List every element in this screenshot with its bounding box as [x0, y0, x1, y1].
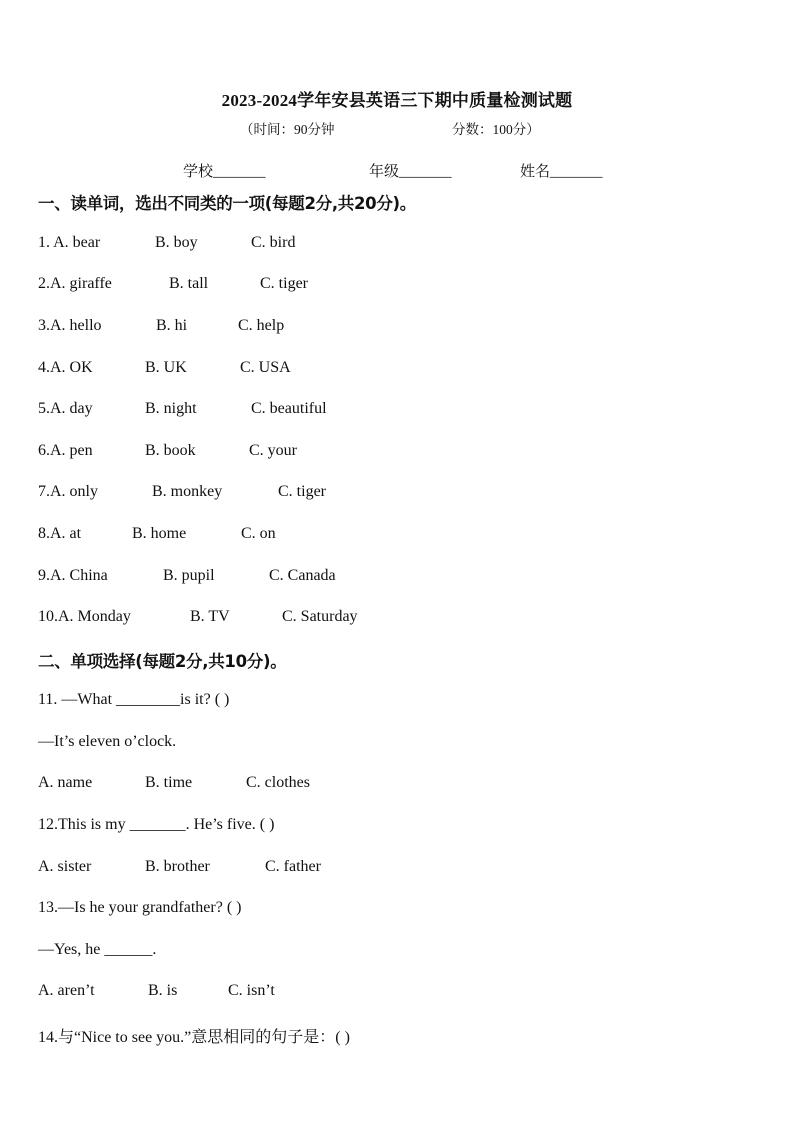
option-a: A. name [38, 774, 93, 791]
option-a: 4.A. OK [38, 359, 93, 376]
question-10 [38, 608, 358, 626]
question-3 [38, 317, 285, 335]
question-11-stem: 11. —What ________is it? ( ) [38, 691, 230, 708]
name-field[interactable]: 姓名_______ [520, 164, 603, 180]
option-c: C. your [249, 442, 297, 459]
question-13-stem: 13.—Is he your grandfather? ( ) [38, 899, 242, 916]
time-limit: （时间：90分钟 [240, 122, 335, 137]
question-13-options [38, 982, 275, 1000]
option-c: C. bird [251, 234, 296, 251]
option-a: 6.A. pen [38, 442, 93, 459]
question-9 [38, 567, 336, 585]
question-12-stem: 12.This is my _______. He’s five. ( ) [38, 816, 275, 833]
option-a: 9.A. China [38, 567, 108, 584]
option-c: C. USA [240, 359, 291, 376]
option-c: C. Saturday [282, 608, 358, 625]
option-b: B. is [148, 982, 178, 999]
option-a: 8.A. at [38, 525, 82, 542]
total-score: 分数：100分） [452, 122, 540, 137]
option-c: C. isn’t [228, 982, 275, 999]
option-a: 3.A. hello [38, 317, 102, 334]
option-a: 2.A. giraffe [38, 275, 112, 292]
question-2 [38, 275, 308, 293]
question-8 [38, 525, 276, 543]
school-field[interactable]: 学校_______ [183, 164, 266, 180]
grade-field[interactable]: 年级_______ [369, 164, 452, 180]
question-11-reply: —It’s eleven o’clock. [38, 733, 177, 750]
option-c: C. tiger [278, 483, 326, 500]
option-a: 1. A. bear [38, 234, 101, 251]
option-b: B. brother [145, 858, 210, 875]
question-11-options [38, 774, 310, 792]
option-a: A. aren’t [38, 982, 95, 999]
option-b: B. night [145, 400, 197, 417]
question-5 [38, 400, 327, 418]
option-b: B. book [145, 442, 196, 459]
question-1 [38, 234, 296, 252]
option-b: B. tall [169, 275, 209, 292]
question-4 [38, 359, 291, 377]
option-b: B. TV [190, 608, 230, 625]
option-b: B. time [145, 774, 193, 791]
option-a: A. sister [38, 858, 92, 875]
option-a: 7.A. only [38, 483, 98, 500]
option-b: B. home [132, 525, 187, 542]
option-b: B. pupil [163, 567, 215, 584]
option-b: B. monkey [152, 483, 223, 500]
option-b: B. boy [155, 234, 198, 251]
question-7 [38, 483, 326, 501]
option-c: C. on [241, 525, 276, 542]
option-b: B. hi [156, 317, 188, 334]
option-c: C. tiger [260, 275, 308, 292]
option-b: B. UK [145, 359, 187, 376]
question-6 [38, 442, 297, 460]
question-12-options [38, 858, 321, 876]
option-c: C. father [265, 858, 321, 875]
option-a: 10.A. Monday [38, 608, 131, 625]
exam-title: 2023-2024学年安县英语三下期中质量检测试题 [221, 91, 573, 110]
option-c: C. beautiful [251, 400, 327, 417]
option-c: C. clothes [246, 774, 310, 791]
option-c: C. help [238, 317, 285, 334]
section-1-heading: 一、读单词，选出不同类的一项(每题2分,共20分)。 [38, 194, 416, 213]
section-2-heading: 二、单项选择(每题2分,共10分)。 [38, 652, 287, 671]
option-c: C. Canada [269, 567, 336, 584]
question-14-stem: 14.与“Nice to see you.”意思相同的句子是：( ) [38, 1029, 350, 1046]
question-13-reply: —Yes, he ______. [38, 941, 157, 958]
option-a: 5.A. day [38, 400, 93, 417]
